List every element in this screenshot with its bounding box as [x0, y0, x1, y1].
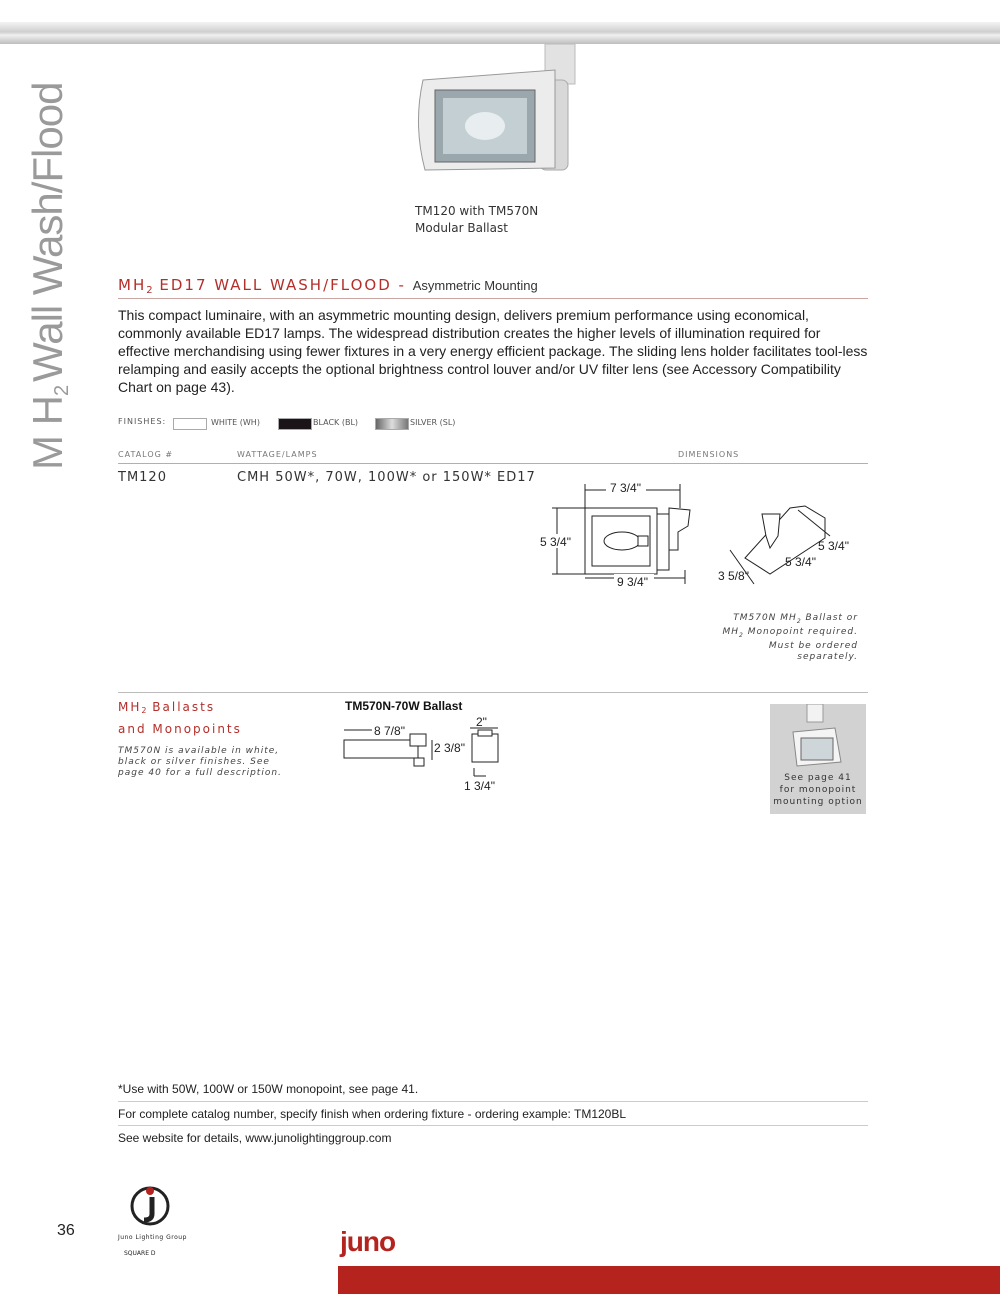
sec2-note-line1: TM570N is available in white,: [118, 746, 280, 756]
sec2-title-line2: and Monopoints: [118, 722, 242, 736]
monopoint-caption: [770, 772, 866, 808]
ballast-title: TM570N-70W Ballast: [345, 699, 463, 713]
juno-logo: juno: [340, 1226, 396, 1257]
section2-note: [118, 746, 282, 779]
footer-rule-2: [118, 1125, 868, 1126]
ballast-dim-length: 8 7/8": [374, 724, 405, 738]
mono-cap-line2: for monopoint: [779, 785, 857, 795]
juno-group-logo-icon: [130, 1182, 170, 1230]
dim-front-width: 7 3/4": [610, 481, 641, 495]
ballast-dim-bottom: 1 3/4": [464, 779, 495, 793]
swatch-black: [278, 418, 312, 430]
product-description: This compact luminaire, with an asymmetric mounting design, delivers premium performance using economical, commonly available ED17 lamps. The widespread distribution creates the higher levels of illumination required for effective merchandising using fewer fixtures in a very energy efficient package. The sliding lens holder facilitates tool-less relamping and easily accepts the optional brightness control louver and/or UV filter lens (see Accessory Compatibility Chart on page 43).: [118, 307, 868, 395]
photo-caption-line2: Modular Ballast: [415, 221, 508, 235]
table-header-rule: [118, 463, 868, 464]
row-catalog: TM120: [118, 470, 167, 485]
ballast-drawing: [340, 714, 520, 794]
col-header-dimensions: DIMENSIONS: [678, 450, 740, 459]
heading-rule: [118, 298, 868, 299]
note-line2-pre: MH: [722, 626, 740, 637]
footer-rule-1: [118, 1101, 868, 1102]
sec2-title-post: Ballasts: [146, 700, 216, 714]
swatch-silver: [375, 418, 409, 430]
side-title: [23, 30, 73, 470]
ballast-dim-height: 2 3/8": [434, 741, 465, 755]
note-line3: Must be ordered separately.: [768, 640, 858, 662]
col-header-wattage: WATTAGE/LAMPS: [237, 450, 318, 459]
sec2-title-sub: 2: [141, 706, 147, 715]
footer-line1: *Use with 50W, 100W or 150W monopoint, see page 41.: [118, 1082, 419, 1096]
note-line1-sub: 2: [796, 617, 802, 625]
finish-white-label: WHITE (WH): [211, 418, 260, 427]
footer-line3: See website for details, www.junolightinggroup.com: [118, 1131, 392, 1145]
heading-pre: MH: [118, 276, 147, 294]
section-divider: [118, 692, 868, 693]
monopoint-fixture-image: [785, 704, 851, 770]
swatch-white: [173, 418, 207, 430]
side-title-post: Wall Wash/Flood: [24, 82, 71, 382]
section2-title: [118, 698, 242, 738]
photo-caption-line1: TM120 with TM570N: [415, 204, 539, 218]
mono-cap-line1: See page 41: [784, 773, 852, 783]
dim-front-height: 5 3/4": [540, 535, 571, 549]
col-header-catalog: CATALOG #: [118, 450, 174, 459]
finish-silver-label: SILVER (SL): [410, 418, 456, 427]
sec2-title-pre: MH: [118, 700, 142, 714]
photo-caption: [415, 203, 538, 237]
heading-post: ED17 WALL WASH/FLOOD -: [152, 276, 413, 294]
ballast-dim-top: 2": [476, 715, 487, 729]
note-line1-pre: TM570N MH: [733, 613, 797, 623]
side-title-sub: 2: [51, 385, 73, 396]
side-title-pre: M H: [24, 396, 71, 470]
footer-line2: For complete catalog number, specify finish when ordering fixture - ordering example: TM120BL: [118, 1107, 627, 1121]
dim-front-depth: 9 3/4": [617, 575, 648, 589]
heading-suffix: Asymmetric Mounting: [412, 278, 538, 293]
note-line1-post: Ballast or: [801, 613, 858, 623]
square-d-text: SQUARE D: [124, 1250, 156, 1257]
dimension-drawing: [530, 478, 870, 593]
section-heading: [118, 276, 538, 296]
sec2-note-line2: black or silver finishes. See: [118, 757, 270, 767]
page-number: 36: [57, 1222, 75, 1239]
juno-group-text: Juno Lighting Group: [118, 1234, 187, 1241]
row-wattage: CMH 50W*, 70W, 100W* or 150W* ED17: [237, 470, 536, 485]
ballast-required-note: [712, 613, 858, 663]
dim-side-b: 5 3/4": [785, 555, 816, 569]
dim-side-c: 3 5/8": [718, 569, 749, 583]
product-photo: [405, 40, 595, 190]
dim-side-a: 5 3/4": [818, 539, 849, 553]
mono-cap-line3: mounting option: [773, 797, 863, 807]
finishes-label: FINISHES:: [118, 417, 167, 426]
note-line2-post: Monopoint required.: [743, 626, 858, 637]
heading-sub: 2: [146, 285, 153, 296]
sec2-note-line3: page 40 for a full description.: [118, 768, 282, 778]
note-line2-sub: 2: [739, 631, 744, 639]
footer-red-bar: [338, 1266, 1000, 1294]
finish-black-label: BLACK (BL): [313, 418, 359, 427]
